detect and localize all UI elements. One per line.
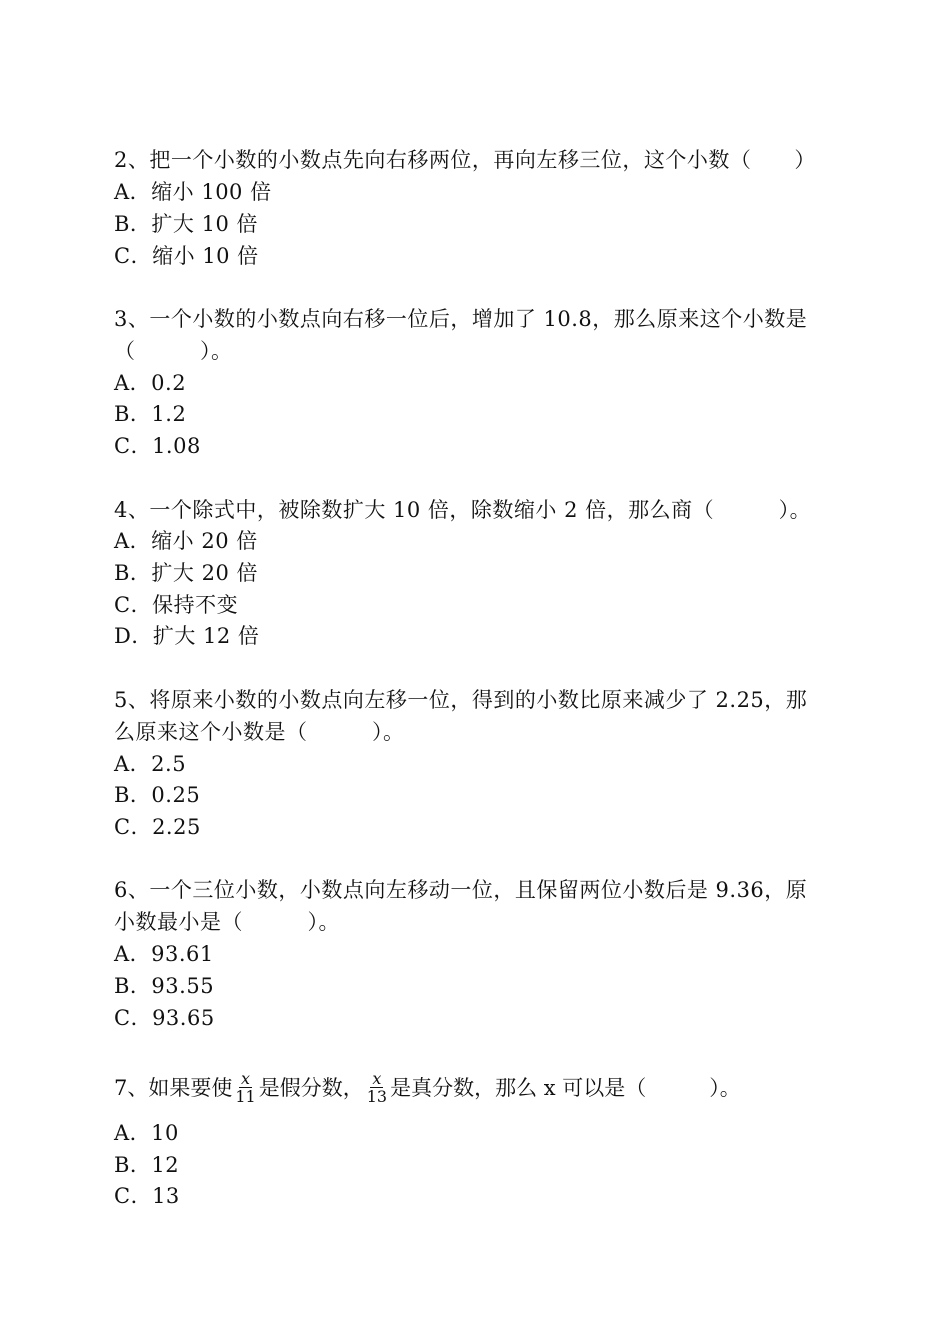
question-2-option-c: C．缩小 10 倍 (114, 244, 259, 268)
question-3-stem-line1: 3、一个小数的小数点向右移一位后，增加了 10.8，那么原来这个小数是 (114, 307, 808, 331)
question-5-option-a: A．2.5 (114, 752, 187, 776)
question-7-option-a: A．10 (114, 1121, 179, 1145)
question-2-option-b: B．扩大 10 倍 (114, 212, 259, 236)
question-6-option-c: C．93.65 (114, 1006, 215, 1030)
question-5-stem-line1: 5、将原来小数的小数点向左移一位，得到的小数比原来减少了 2.25，那 (114, 688, 808, 712)
fraction-x-over-13 (365, 1070, 389, 1105)
question-7-option-b: B．12 (114, 1153, 180, 1177)
question-4-stem: 4、一个除式中，被除数扩大 10 倍，除数缩小 2 倍，那么商（ ）。 (114, 498, 812, 522)
question-7-stem (114, 1070, 741, 1105)
question-4-option-d: D．扩大 12 倍 (114, 624, 260, 648)
fraction-2-denominator: 13 (366, 1087, 388, 1106)
fraction-1-denominator: 11 (235, 1087, 256, 1106)
question-4-option-a: A．缩小 20 倍 (114, 529, 258, 553)
question-7-stem-part3: 是真分数，那么 x 可以是（ ）。 (390, 1075, 741, 1100)
question-4-option-b: B．扩大 20 倍 (114, 561, 259, 585)
question-5-option-b: B．0.25 (114, 783, 201, 807)
question-6-stem-line2: 小数最小是（ ）。 (114, 910, 340, 934)
question-2-stem: 2、把一个小数的小数点先向右移两位，再向左移三位，这个小数（ ） (114, 148, 816, 172)
question-5-option-c: C．2.25 (114, 815, 201, 839)
question-3-stem-line2: （ ）。 (114, 339, 233, 363)
fraction-2-numerator: x (372, 1069, 382, 1088)
question-3-option-c: C．1.08 (114, 434, 201, 458)
question-4-option-c: C．保持不变 (114, 593, 239, 617)
question-6-option-a: A．93.61 (114, 942, 214, 966)
question-7-stem-part1: 7、如果要使 (114, 1075, 233, 1100)
question-6-stem-line1: 6、一个三位小数，小数点向左移动一位，且保留两位小数后是 9.36，原 (114, 878, 808, 902)
question-6-option-b: B．93.55 (114, 974, 215, 998)
question-5-stem-line2: 么原来这个小数是（ ）。 (114, 720, 405, 744)
question-7-stem-part2: 是假分数， (258, 1075, 364, 1100)
question-3-option-a: A．0.2 (114, 371, 187, 395)
question-7-option-c: C．13 (114, 1184, 180, 1208)
fraction-x-over-11 (233, 1070, 257, 1105)
question-2-option-a: A．缩小 100 倍 (114, 180, 272, 204)
question-3-option-b: B．1.2 (114, 402, 187, 426)
fraction-1-numerator: x (241, 1069, 251, 1088)
